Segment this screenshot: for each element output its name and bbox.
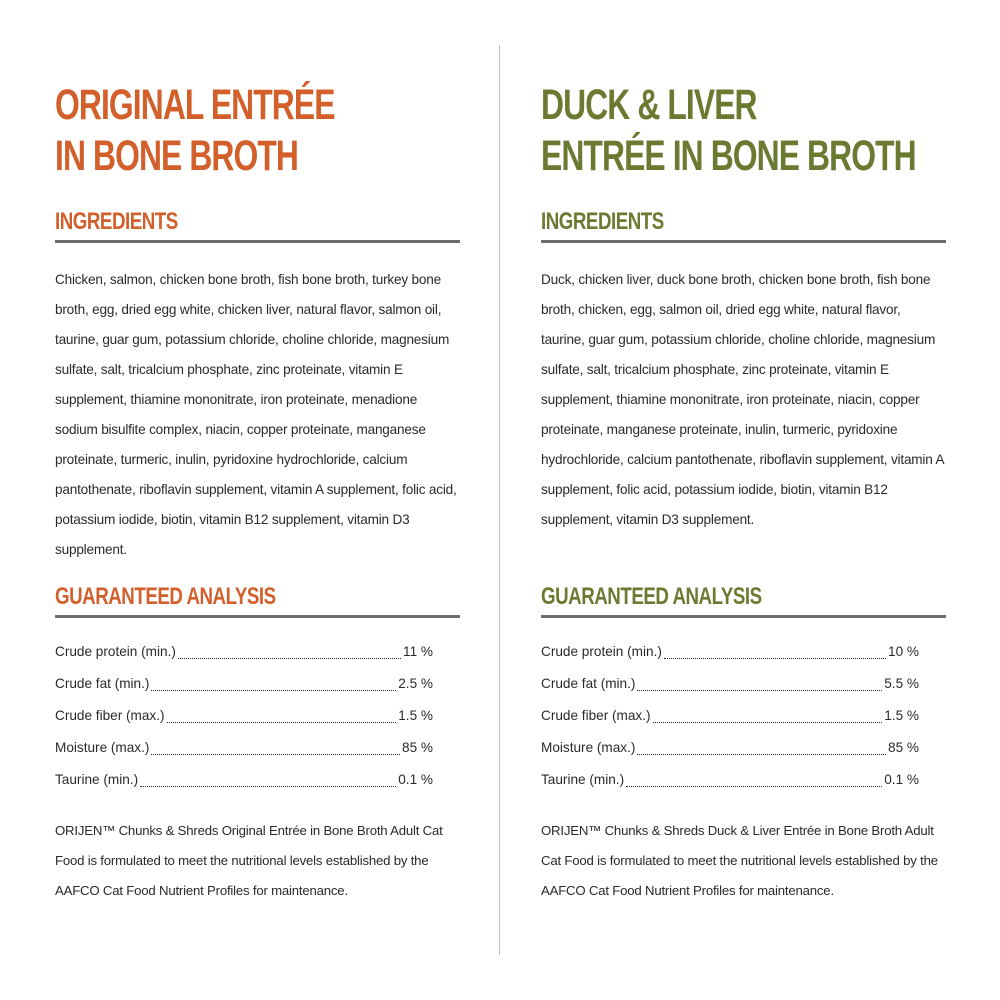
dot-leader xyxy=(151,754,400,755)
column-divider xyxy=(499,45,500,955)
original-entree-panel xyxy=(55,80,460,906)
analysis-row xyxy=(55,636,433,668)
analysis-heading: GUARANTEED ANALYSIS xyxy=(541,583,762,610)
analysis-heading: GUARANTEED ANALYSIS xyxy=(55,583,276,610)
analysis-label: Moisture (max.) xyxy=(55,740,150,755)
dot-leader xyxy=(637,754,886,755)
analysis-row xyxy=(55,700,433,732)
title-line-2: IN BONE BROTH xyxy=(55,132,299,180)
dot-leader xyxy=(637,690,882,691)
analysis-value: 1.5 % xyxy=(398,708,433,723)
heading-rule xyxy=(541,240,946,243)
analysis-label: Taurine (min.) xyxy=(55,772,139,787)
dot-leader xyxy=(178,658,401,659)
ingredients-text: Chicken, salmon, chicken bone broth, fish bone broth, turkey bone broth, egg, dried egg white, chicken liver, natural flavor, salmon oil, taurine, guar gum, potassium chloride, choline chloride, magnesium sulfate, salt, tricalcium phosphate, zinc proteinate, vitamin E supplement, thiamine mononitrate, iron proteinate, menadione sodium bisulfite complex, niacin, copper proteinate, manganese proteinate, turmeric, inulin, pyridoxine hydrochloride, calcium pantothenate, riboflavin supplement, vitamin A supplement, folic acid, potassium iodide, biotin, vitamin B12 supplement, vitamin D3 supplement. xyxy=(55,272,457,557)
analysis-table xyxy=(55,636,460,796)
dot-leader xyxy=(151,690,396,691)
analysis-value: 5.5 % xyxy=(884,676,919,691)
analysis-value: 0.1 % xyxy=(884,772,919,787)
analysis-label: Crude fiber (max.) xyxy=(55,708,165,723)
analysis-label: Crude fiber (max.) xyxy=(541,708,651,723)
analysis-value: 85 % xyxy=(888,740,919,755)
analysis-value: 0.1 % xyxy=(398,772,433,787)
analysis-row xyxy=(541,732,919,764)
ingredients-section-header xyxy=(541,208,946,243)
analysis-row xyxy=(541,764,919,796)
analysis-label: Crude protein (min.) xyxy=(541,644,662,659)
analysis-value: 1.5 % xyxy=(884,708,919,723)
analysis-label: Crude fat (min.) xyxy=(55,676,150,691)
heading-rule xyxy=(541,615,946,618)
analysis-table xyxy=(541,636,946,796)
analysis-label: Crude fat (min.) xyxy=(541,676,636,691)
ingredients-heading: INGREDIENTS xyxy=(541,208,664,235)
dot-leader xyxy=(664,658,886,659)
analysis-value: 85 % xyxy=(402,740,433,755)
title-line-1: ORIGINAL ENTRÉE xyxy=(55,81,335,129)
analysis-row xyxy=(541,636,919,668)
heading-rule xyxy=(55,240,460,243)
dot-leader xyxy=(626,786,882,787)
ingredients-section-header xyxy=(55,208,460,243)
aafco-statement: ORIJEN™ Chunks & Shreds Duck & Liver Entrée in Bone Broth Adult Cat Food is formulated to meet the nutritional levels established by the AAFCO Cat Food Nutrient Profiles for maintenance. xyxy=(541,823,938,898)
analysis-section-header xyxy=(541,583,946,618)
product-title xyxy=(541,80,916,182)
analysis-label: Crude protein (min.) xyxy=(55,644,176,659)
analysis-row xyxy=(541,668,919,700)
heading-rule xyxy=(55,615,460,618)
analysis-value: 2.5 % xyxy=(398,676,433,691)
analysis-label: Taurine (min.) xyxy=(541,772,625,787)
product-title xyxy=(55,80,355,182)
duck-liver-entree-panel xyxy=(541,80,946,906)
analysis-value: 11 % xyxy=(403,644,433,659)
analysis-row xyxy=(541,700,919,732)
analysis-row xyxy=(55,732,433,764)
dot-leader xyxy=(653,722,883,723)
ingredients-text: Duck, chicken liver, duck bone broth, chicken bone broth, fish bone broth, chicken, egg, salmon oil, dried egg white, natural flavor, taurine, guar gum, potassium chloride, choline chloride, magnesium sulfate, salt, tricalcium phosphate, zinc proteinate, vitamin E supplement, thiamine mononitrate, iron proteinate, niacin, copper proteinate, manganese proteinate, inulin, turmeric, pyridoxine hydrochloride, calcium pantothenate, riboflavin supplement, vitamin A supplement, folic acid, potassium iodide, biotin, vitamin B12 supplement, vitamin D3 supplement. xyxy=(541,272,944,527)
title-line-1: DUCK & LIVER xyxy=(541,81,757,129)
title-line-2: ENTRÉE IN BONE BROTH xyxy=(541,132,916,180)
analysis-value: 10 % xyxy=(888,644,919,659)
analysis-row xyxy=(55,668,433,700)
dot-leader xyxy=(167,722,397,723)
aafco-statement: ORIJEN™ Chunks & Shreds Original Entrée in Bone Broth Adult Cat Food is formulated to meet the nutritional levels established by the AAFCO Cat Food Nutrient Profiles for maintenance. xyxy=(55,823,443,898)
analysis-row xyxy=(55,764,433,796)
analysis-section-header xyxy=(55,583,460,618)
analysis-label: Moisture (max.) xyxy=(541,740,636,755)
dot-leader xyxy=(140,786,396,787)
ingredients-heading: INGREDIENTS xyxy=(55,208,178,235)
